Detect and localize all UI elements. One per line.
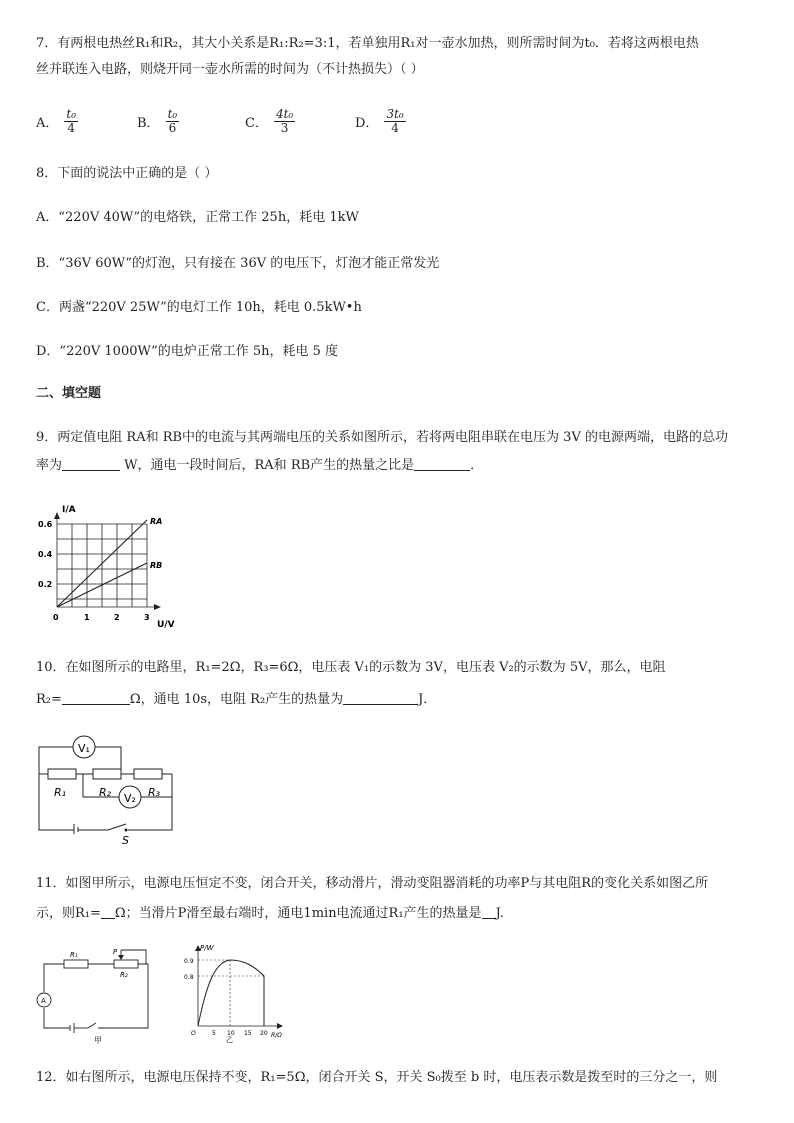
q8-option-c[interactable]: C．两盏“220V 25W”的电灯工作 10h，耗电 0.5kW•h — [36, 300, 362, 315]
y-axis-label: P/W — [200, 944, 214, 952]
q11-fig-jia-circuit — [36, 946, 156, 1045]
q8-option-d[interactable]: D．“220V 1000W”的电炉正常工作 5h，耗电 5 度 — [36, 344, 339, 359]
answer-blank[interactable] — [101, 906, 115, 919]
voltmeter-v1-label: V₁ — [78, 742, 90, 755]
q11-fig-yi-graph — [184, 942, 294, 1042]
figure-caption-yi: 乙 — [226, 1036, 233, 1044]
q8-stem: 8．下面的说法中正确的是（ ） — [36, 166, 218, 181]
answer-blank[interactable] — [343, 692, 418, 705]
x-tick: 1 — [84, 613, 90, 622]
x-tick: 2 — [114, 613, 120, 622]
resistor-r1-label: R₁ — [54, 786, 67, 799]
x-tick: 20 — [260, 1030, 268, 1037]
figure-caption-jia: 甲 — [94, 1036, 102, 1045]
q10-stem-line2: R₂= Ω，通电 10s，电阻 R₂产生的热量为 J． — [36, 692, 437, 707]
y-axis-label: I/A — [62, 505, 76, 515]
option-label: C． — [245, 116, 268, 131]
fraction: $\frac{\text{t₀}}{6}$ — [167, 107, 178, 135]
x-tick: 5 — [212, 1030, 216, 1037]
answer-blank[interactable] — [414, 458, 470, 471]
resistor-r3-label: R₃ — [148, 786, 161, 799]
y-tick: 0.2 — [38, 580, 53, 589]
option-label: A． — [36, 116, 59, 131]
q9-stem-line1: 9．两定值电阻 RA和 RB中的电流与其两端电压的关系如图所示，若将两电阻串联在电压为 3V 的电源两端，电路的总功 — [36, 430, 728, 445]
x-tick: 15 — [244, 1030, 252, 1037]
q8-option-b[interactable]: B．“36V 60W”的灯泡，只有接在 36V 的电压下，灯泡才能正常发光 — [36, 256, 440, 271]
q9-iu-graph — [32, 502, 182, 637]
q7-option-b[interactable] — [137, 108, 179, 135]
q7-stem-line1: 7．有两根电热丝R₁和R₂，其大小关系是R₁:R₂=3:1，若单独用R₁对一壶水加热，则所需时间为t₀．若将这两根电热 — [36, 36, 699, 51]
ammeter-label: A — [41, 997, 46, 1005]
q7-option-a[interactable] — [36, 108, 78, 135]
answer-blank[interactable] — [62, 692, 130, 705]
x-tick: 0 — [53, 613, 59, 622]
x-tick: 3 — [144, 613, 150, 622]
voltmeter-v2-label: V₂ — [124, 792, 136, 805]
fraction: $\frac{\text{3t₀}}{4}$ — [386, 107, 404, 135]
q12-stem-line1: 12．如右图所示，电源电压保持不变，R₁=5Ω，闭合开关 S，开关 S₀拨至 b 时，电压表示数是拨至时的三分之一，则 — [36, 1070, 718, 1085]
q7-stem-line2: 丝并联连入电路，则烧开同一壶水所需的时间为（不计热损失）（ ） — [36, 62, 424, 77]
y-tick: 0.9 — [184, 958, 194, 965]
resistor-r2-label: R₂ — [99, 786, 112, 799]
x-tick: O — [191, 1030, 196, 1037]
y-tick: 0.6 — [38, 520, 53, 529]
q9-stem-line2: 率为 W，通电一段时间后，RA和 RB产生的热量之比是 ． — [36, 458, 484, 473]
section-heading: 二、填空题 — [36, 386, 102, 401]
fraction: $\frac{\text{t₀}}{4}$ — [66, 107, 77, 135]
q7-option-c[interactable] — [245, 108, 295, 135]
q11-stem-line1: 11．如图甲所示，电源电压恒定不变，闭合开关，移动滑片，滑动变阻器消耗的功率P与其电阻R的变化关系如图乙所 — [36, 876, 709, 891]
q7-option-d[interactable] — [355, 108, 406, 135]
switch-s-label: S — [122, 834, 129, 847]
resistor-r2-label: R₂ — [120, 971, 128, 979]
fraction: $\frac{\text{4t₀}}{3}$ — [275, 107, 294, 135]
line-ra-label: RA — [150, 517, 163, 526]
y-tick: 0.8 — [184, 974, 194, 981]
x-axis-label: R/Ω — [271, 1032, 282, 1039]
q11-stem-line2: 示，则R₁= Ω；当滑片P滑至最右端时，通电1min电流通过R₁产生的热量是 J. — [36, 906, 504, 921]
line-rb-label: RB — [150, 561, 163, 570]
x-axis-label: U/V — [157, 620, 175, 630]
q10-circuit — [36, 734, 181, 847]
option-label: B． — [137, 116, 160, 131]
q10-stem-line1: 10．在如图所示的电路里，R₁=2Ω，R₃=6Ω，电压表 V₁的示数为 3V，电压表 V₂的示数为 5V，那么，电阻 — [36, 660, 666, 675]
y-tick: 0.4 — [38, 550, 53, 559]
x-tick: 10 — [227, 1030, 235, 1037]
resistor-r1-label: R₁ — [70, 951, 78, 959]
slider-p-label: P — [113, 948, 118, 956]
q8-option-a[interactable]: A．“220V 40W”的电烙铁，正常工作 25h，耗电 1kW — [36, 210, 359, 225]
answer-blank[interactable] — [62, 458, 120, 471]
option-label: D． — [355, 116, 379, 131]
answer-blank[interactable] — [482, 906, 496, 919]
